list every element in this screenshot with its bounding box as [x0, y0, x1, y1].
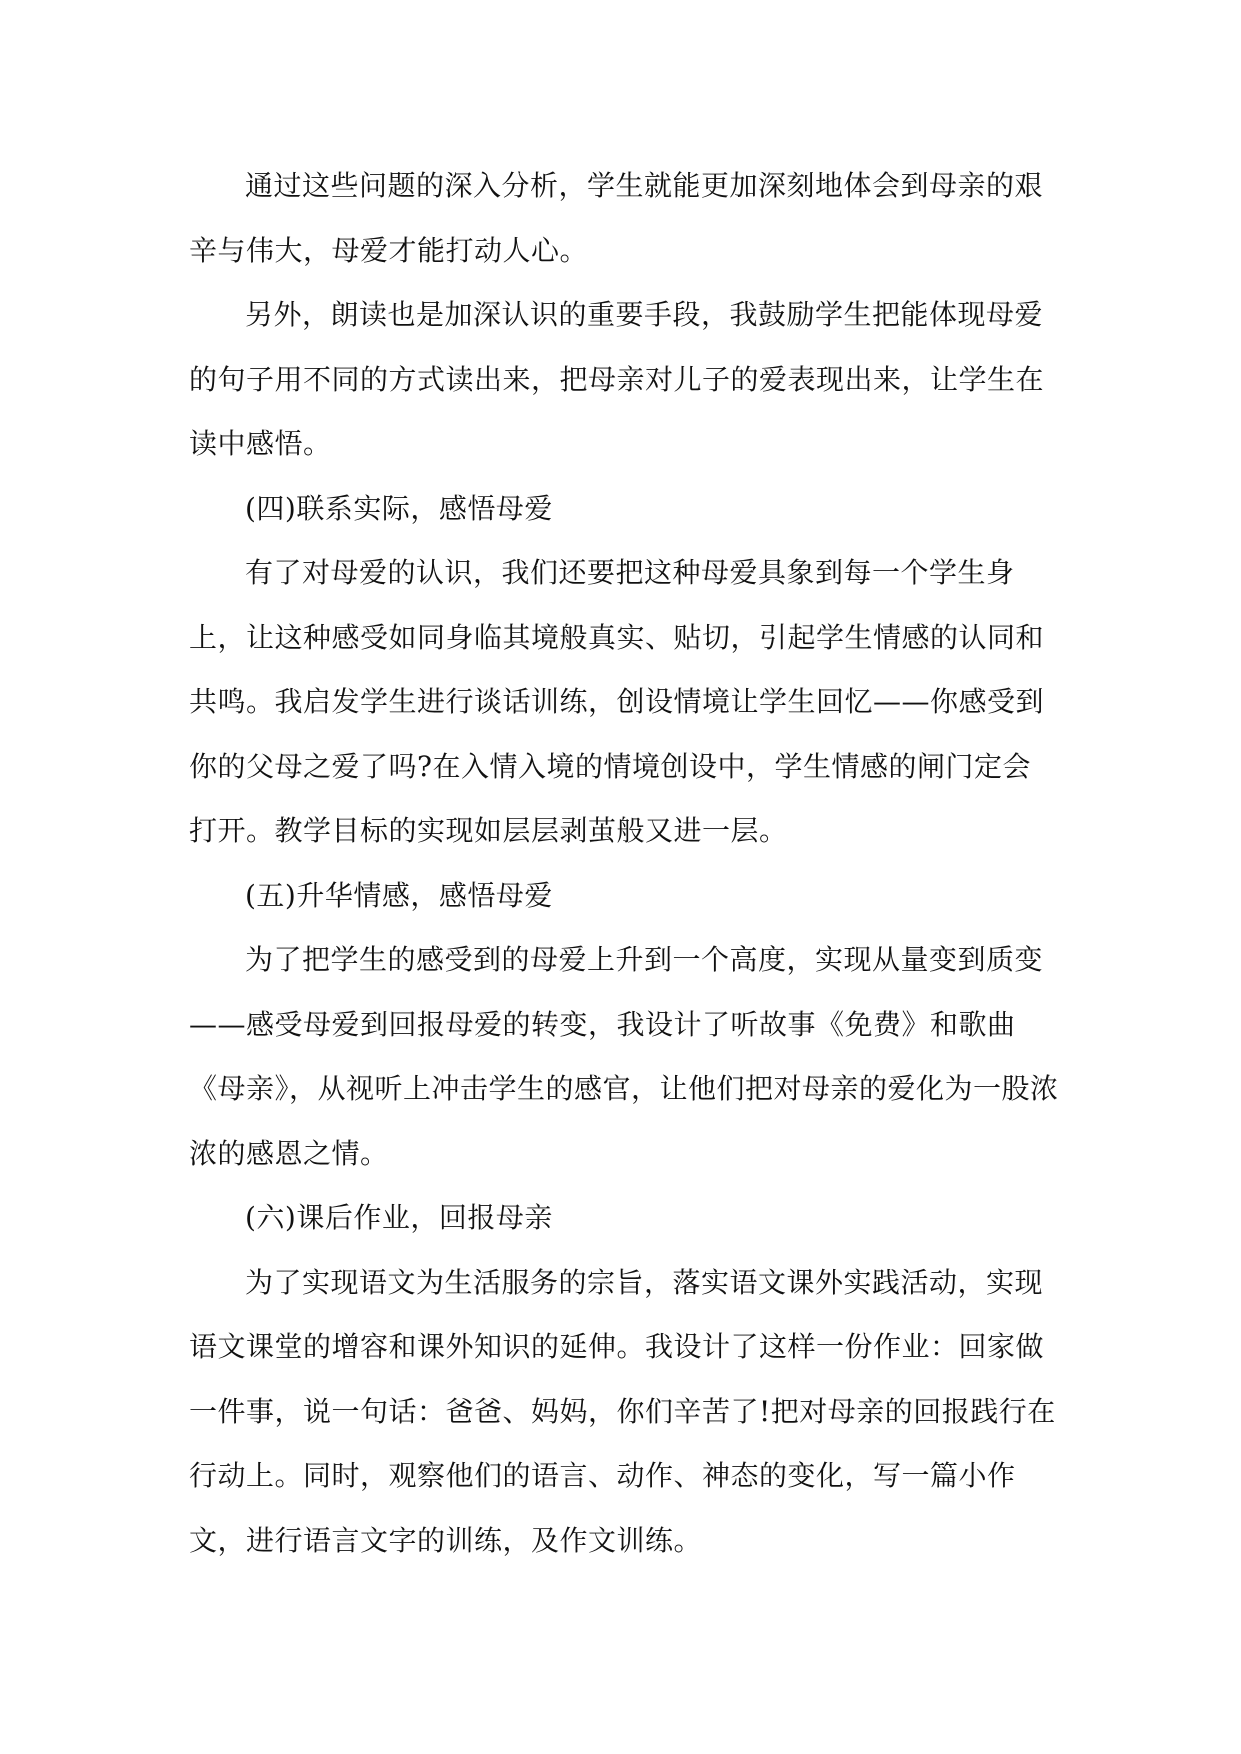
document-body — [189, 154, 1059, 1573]
paragraph-sublimate-emotion: 为了把学生的感受到的母爱上升到一个高度，实现从量变到质变——感受母爱到回报母爱的转变，我设计了听故事《免费》和歌曲《母亲》，从视听上冲击学生的感官，让他们把对母亲的爱化为一股浓浓的感恩之情。 — [189, 943, 1059, 1170]
paragraph-homework: 为了实现语文为生活服务的宗旨，落实语文课外实践活动，实现语文课堂的增容和课外知识的延伸。我设计了这样一份作业：回家做一件事，说一句话：爸爸、妈妈，你们辛苦了!把对母亲的回报践行在行动上。同时，观察他们的语言、动作、神态的变化，写一篇小作文，进行语言文字的训练，及作文训练。 — [189, 1265, 1056, 1557]
paragraph-analysis: 通过这些问题的深入分析，学生就能更加深刻地体会到母亲的艰辛与伟大，母爱才能打动人心。 — [189, 169, 1044, 267]
section-heading-5: (五)升华情感，感悟母爱 — [245, 878, 553, 912]
section-heading-4: (四)联系实际，感悟母爱 — [245, 491, 553, 525]
paragraph-reading: 另外，朗读也是加深认识的重要手段，我鼓励学生把能体现母爱的句子用不同的方式读出来，把母亲对儿子的爱表现出来，让学生在读中感悟。 — [189, 298, 1045, 460]
section-heading-6: (六)课后作业，回报母亲 — [245, 1201, 553, 1234]
paragraph-connect-reality: 有了对母爱的认识，我们还要把这种母爱具象到每一个学生身上，让这种感受如同身临其境般真实、贴切，引起学生情感的认同和共鸣。我启发学生进行谈话训练，创设情境让学生回忆——你感受到你的父母之爱了吗?在入情入境的情境创设中，学生情感的闸门定会打开。教学目标的实现如层层剥茧般又进一层。 — [189, 556, 1045, 847]
